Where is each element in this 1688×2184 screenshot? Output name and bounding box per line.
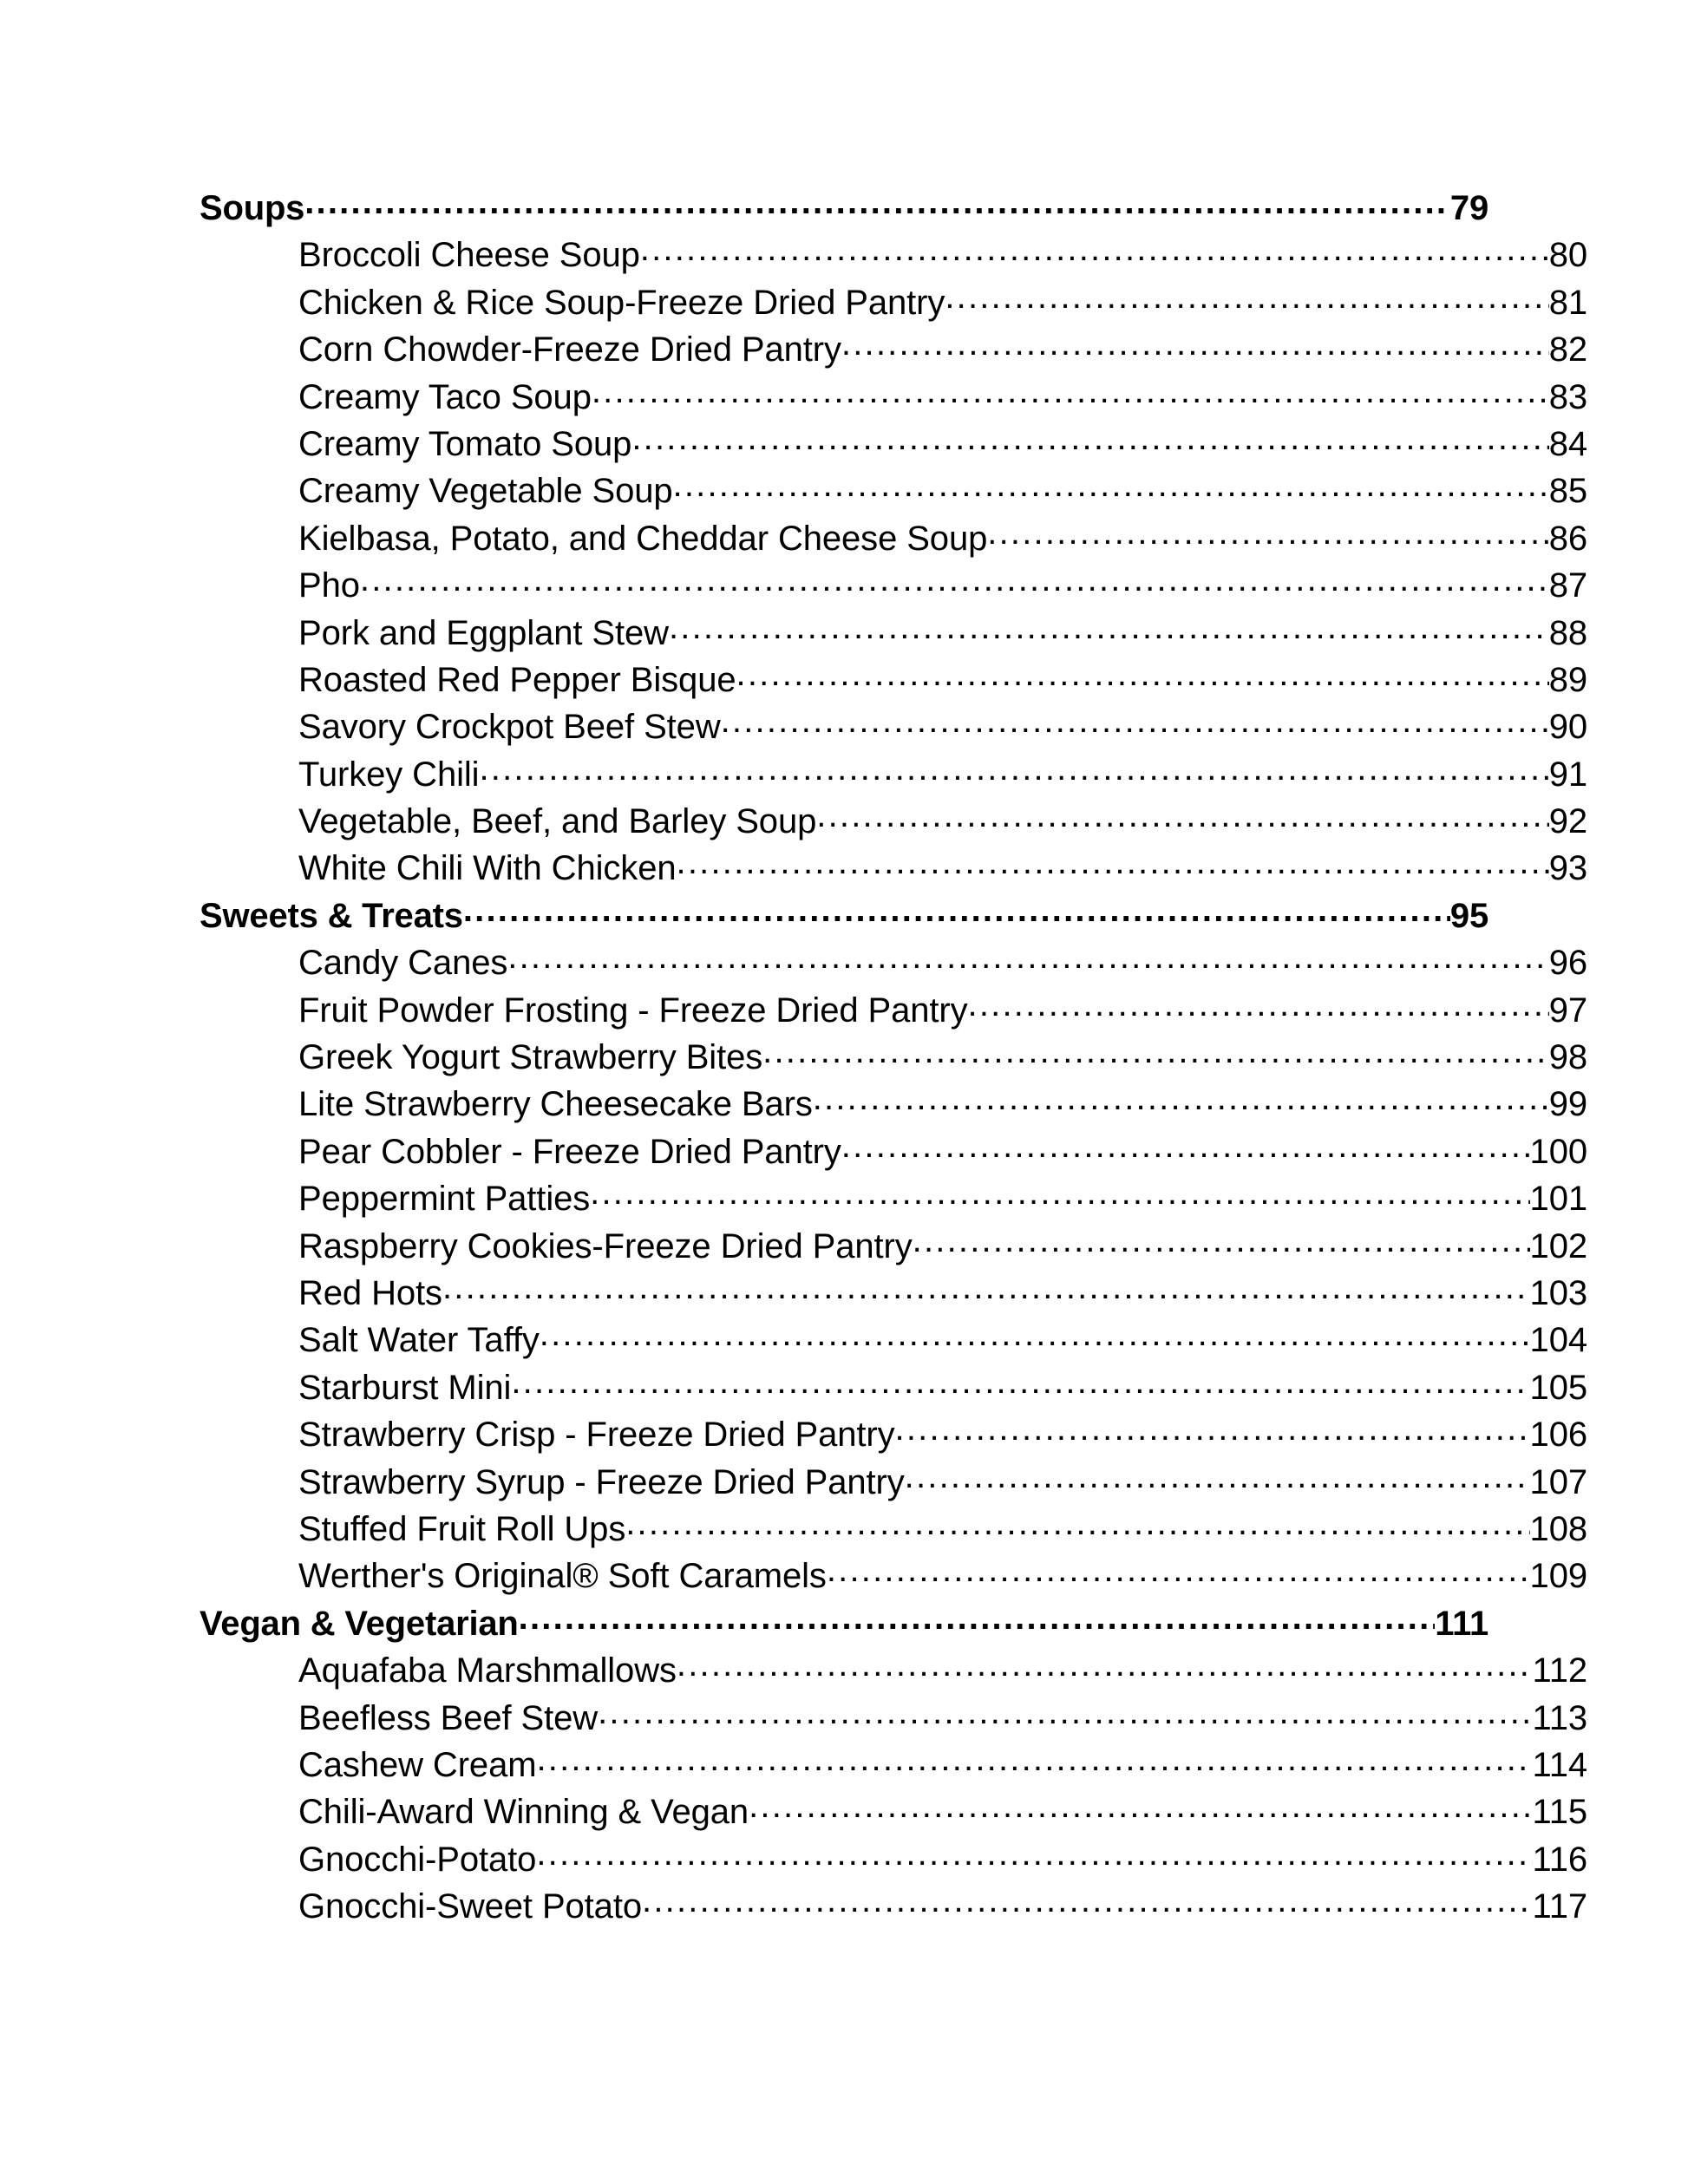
toc-heading-title: Vegan & Vegetarian bbox=[200, 1604, 519, 1643]
toc-entry[interactable] bbox=[200, 421, 1587, 461]
toc-dot-leader bbox=[592, 374, 1549, 409]
toc-dot-leader bbox=[479, 751, 1548, 786]
toc-entry[interactable] bbox=[200, 326, 1587, 367]
toc-entry-page-number: 107 bbox=[1529, 1462, 1587, 1501]
toc-entry[interactable] bbox=[200, 987, 1587, 1028]
toc-entry-page-number: 103 bbox=[1529, 1273, 1587, 1312]
toc-entry-page-number: 88 bbox=[1548, 613, 1587, 652]
toc-entry-title: Fruit Powder Frosting - Freeze Dried Pantry bbox=[298, 991, 968, 1030]
toc-entry-page-number: 89 bbox=[1548, 660, 1587, 699]
toc-entry[interactable] bbox=[200, 1411, 1587, 1455]
toc-entry-title: Greek Yogurt Strawberry Bites bbox=[298, 1038, 763, 1077]
toc-dot-leader bbox=[968, 987, 1549, 1022]
toc-entry-page-number: 80 bbox=[1548, 236, 1587, 275]
toc-entry-title: Broccoli Cheese Soup bbox=[298, 236, 640, 275]
toc-entry-title: White Chili With Chicken bbox=[298, 849, 677, 888]
toc-dot-leader bbox=[631, 421, 1548, 455]
toc-entry-page-number: 101 bbox=[1529, 1180, 1587, 1219]
toc-entry[interactable] bbox=[200, 939, 1587, 983]
toc-section bbox=[200, 893, 1587, 1596]
toc-entry-page-number: 91 bbox=[1548, 755, 1587, 794]
toc-entry-page-number: 109 bbox=[1529, 1557, 1587, 1596]
toc-dot-leader bbox=[536, 1836, 1532, 1871]
toc-entry[interactable] bbox=[200, 1034, 1587, 1075]
toc-entry-page-number: 81 bbox=[1548, 283, 1587, 322]
toc-entry-page-number: 104 bbox=[1529, 1321, 1587, 1360]
toc-entry[interactable] bbox=[200, 1883, 1587, 1924]
toc-entry-page-number: 116 bbox=[1532, 1840, 1587, 1879]
toc-dot-leader bbox=[841, 326, 1549, 361]
toc-section-heading[interactable] bbox=[200, 1600, 1488, 1641]
toc-dot-leader bbox=[677, 1647, 1533, 1682]
toc-entry-title: Peppermint Patties bbox=[298, 1180, 591, 1219]
toc-entry[interactable] bbox=[200, 1364, 1587, 1405]
toc-entry-title: Kielbasa, Potato, and Cheddar Cheese Soup bbox=[298, 519, 988, 558]
toc-entry-page-number: 108 bbox=[1529, 1509, 1587, 1548]
toc-entry[interactable] bbox=[200, 1788, 1587, 1832]
toc-entry-title: Strawberry Crisp - Freeze Dried Pantry bbox=[298, 1416, 895, 1455]
toc-entry-title: Creamy Vegetable Soup bbox=[298, 472, 673, 511]
toc-entry[interactable] bbox=[200, 1647, 1587, 1688]
toc-entry[interactable] bbox=[200, 1081, 1587, 1124]
toc-dot-leader bbox=[669, 610, 1549, 644]
toc-entry-page-number: 97 bbox=[1548, 991, 1587, 1030]
toc-entry-title: Chili-Award Winning & Vegan bbox=[298, 1793, 749, 1832]
toc-entry[interactable] bbox=[200, 1175, 1587, 1219]
toc-dot-leader bbox=[816, 798, 1548, 833]
toc-dot-leader bbox=[987, 515, 1548, 550]
toc-entry-page-number: 113 bbox=[1532, 1698, 1587, 1737]
toc-entry-title: Creamy Tomato Soup bbox=[298, 424, 632, 463]
toc-dot-leader bbox=[463, 893, 1450, 927]
toc-entry[interactable] bbox=[200, 610, 1587, 651]
toc-dot-leader bbox=[905, 1459, 1530, 1494]
toc-entry[interactable] bbox=[200, 1270, 1587, 1311]
toc-entry[interactable] bbox=[200, 374, 1587, 415]
toc-entry[interactable] bbox=[200, 1459, 1587, 1500]
toc-entry-title: Beefless Beef Stew bbox=[298, 1698, 599, 1737]
toc-dot-leader bbox=[625, 1506, 1529, 1540]
toc-dot-leader bbox=[736, 657, 1549, 691]
toc-entry-page-number: 86 bbox=[1548, 519, 1587, 558]
toc-dot-leader bbox=[827, 1553, 1530, 1587]
toc-entry-page-number: 105 bbox=[1529, 1368, 1587, 1407]
toc-entry-page-number: 82 bbox=[1548, 330, 1587, 369]
toc-dot-leader bbox=[749, 1788, 1532, 1823]
toc-entry[interactable] bbox=[200, 1223, 1587, 1264]
toc-entry[interactable] bbox=[200, 1317, 1587, 1360]
toc-heading-page-number: 95 bbox=[1449, 896, 1488, 935]
toc-section bbox=[200, 185, 1587, 888]
toc-dot-leader bbox=[519, 1600, 1436, 1635]
toc-entry-title: Stuffed Fruit Roll Ups bbox=[298, 1509, 626, 1548]
toc-dot-leader bbox=[590, 1175, 1529, 1210]
toc-dot-leader bbox=[677, 845, 1549, 879]
toc-entry[interactable] bbox=[200, 279, 1587, 320]
toc-entry[interactable] bbox=[200, 1836, 1587, 1877]
toc-entry-title: Creamy Taco Soup bbox=[298, 377, 592, 416]
toc-entry[interactable] bbox=[200, 562, 1587, 603]
toc-entry-title: Lite Strawberry Cheesecake Bars bbox=[298, 1085, 813, 1124]
toc-entry-page-number: 84 bbox=[1548, 424, 1587, 463]
toc-entry-title: Gnocchi-Potato bbox=[298, 1840, 537, 1879]
toc-section-heading[interactable] bbox=[200, 893, 1488, 933]
toc-entry-title: Aquafaba Marshmallows bbox=[298, 1651, 677, 1690]
toc-entry-page-number: 93 bbox=[1548, 849, 1587, 888]
toc-heading-title: Sweets & Treats bbox=[200, 896, 463, 935]
toc-dot-leader bbox=[360, 562, 1549, 597]
toc-entry-title: Salt Water Taffy bbox=[298, 1321, 540, 1360]
toc-dot-leader bbox=[511, 1364, 1529, 1399]
toc-dot-leader bbox=[598, 1695, 1532, 1730]
toc-entry-title: Raspberry Cookies-Freeze Dried Pantry bbox=[298, 1226, 913, 1265]
toc-heading-title: Soups bbox=[200, 189, 305, 227]
toc-dot-leader bbox=[304, 185, 1450, 219]
toc-dot-leader bbox=[762, 1034, 1549, 1069]
toc-entry[interactable] bbox=[200, 845, 1587, 886]
toc-entry-page-number: 87 bbox=[1548, 566, 1587, 605]
toc-entry-title: Chicken & Rice Soup-Freeze Dried Pantry bbox=[298, 283, 945, 322]
toc-entry[interactable] bbox=[200, 1128, 1587, 1169]
toc-entry-page-number: 85 bbox=[1548, 472, 1587, 511]
toc-heading-page-number: 111 bbox=[1435, 1604, 1488, 1643]
toc-dot-leader bbox=[913, 1223, 1530, 1258]
toc-entry-title: Starburst Mini bbox=[298, 1368, 512, 1407]
toc-dot-leader bbox=[813, 1081, 1549, 1115]
toc-entry-page-number: 100 bbox=[1529, 1132, 1587, 1171]
toc-entry-title: Savory Crockpot Beef Stew bbox=[298, 708, 721, 747]
toc-entry-page-number: 98 bbox=[1548, 1038, 1587, 1077]
toc-entry[interactable] bbox=[200, 515, 1587, 556]
toc-entry-title: Pho bbox=[298, 566, 360, 605]
toc-dot-leader bbox=[536, 1742, 1532, 1776]
toc-entry-page-number: 106 bbox=[1529, 1416, 1587, 1455]
toc-entry-title: Candy Canes bbox=[298, 944, 508, 983]
toc-dot-leader bbox=[721, 703, 1549, 738]
toc-entry-page-number: 102 bbox=[1529, 1226, 1587, 1265]
toc-dot-leader bbox=[442, 1270, 1530, 1305]
toc-entry-page-number: 117 bbox=[1532, 1887, 1587, 1926]
toc-section-heading[interactable] bbox=[200, 185, 1488, 226]
toc-entry[interactable] bbox=[200, 1553, 1587, 1596]
table-of-contents bbox=[200, 185, 1587, 1926]
toc-entry[interactable] bbox=[200, 1695, 1587, 1736]
toc-dot-leader bbox=[841, 1128, 1530, 1163]
toc-entry-page-number: 115 bbox=[1532, 1793, 1587, 1832]
toc-entry-title: Cashew Cream bbox=[298, 1745, 537, 1784]
toc-entry-page-number: 99 bbox=[1548, 1085, 1587, 1124]
toc-dot-leader bbox=[945, 279, 1548, 314]
toc-entry-title: Roasted Red Pepper Bisque bbox=[298, 660, 736, 699]
toc-dot-leader bbox=[640, 232, 1549, 266]
toc-entry[interactable] bbox=[200, 1742, 1587, 1782]
toc-entry-title: Werther's Original® Soft Caramels bbox=[298, 1557, 827, 1596]
toc-heading-page-number: 79 bbox=[1449, 189, 1488, 227]
toc-entry-page-number: 114 bbox=[1532, 1745, 1587, 1784]
toc-entry-title: Turkey Chili bbox=[298, 755, 480, 794]
toc-entry[interactable] bbox=[200, 751, 1587, 792]
toc-dot-leader bbox=[673, 468, 1549, 502]
toc-entry[interactable] bbox=[200, 703, 1587, 747]
toc-dot-leader bbox=[642, 1883, 1533, 1918]
toc-entry[interactable] bbox=[200, 798, 1587, 839]
toc-entry[interactable] bbox=[200, 1506, 1587, 1546]
toc-entry-page-number: 92 bbox=[1548, 802, 1587, 841]
toc-entry[interactable] bbox=[200, 657, 1587, 697]
toc-entry-page-number: 90 bbox=[1548, 708, 1587, 747]
toc-entry-title: Vegetable, Beef, and Barley Soup bbox=[298, 802, 817, 841]
toc-entry-title: Red Hots bbox=[298, 1273, 442, 1312]
toc-section bbox=[200, 1600, 1587, 1926]
toc-entry-title: Pork and Eggplant Stew bbox=[298, 613, 669, 652]
toc-entry[interactable] bbox=[200, 468, 1587, 511]
toc-entry-page-number: 112 bbox=[1532, 1651, 1587, 1690]
toc-entry-title: Pear Cobbler - Freeze Dried Pantry bbox=[298, 1132, 841, 1171]
toc-entry-title: Strawberry Syrup - Freeze Dried Pantry bbox=[298, 1462, 905, 1501]
toc-dot-leader bbox=[507, 939, 1548, 974]
toc-entry-title: Corn Chowder-Freeze Dried Pantry bbox=[298, 330, 841, 369]
toc-entry-page-number: 96 bbox=[1548, 944, 1587, 983]
toc-entry-title: Gnocchi-Sweet Potato bbox=[298, 1887, 642, 1926]
toc-entry[interactable] bbox=[200, 232, 1587, 275]
toc-dot-leader bbox=[540, 1317, 1530, 1351]
toc-dot-leader bbox=[895, 1411, 1530, 1446]
toc-entry-page-number: 83 bbox=[1548, 377, 1587, 416]
